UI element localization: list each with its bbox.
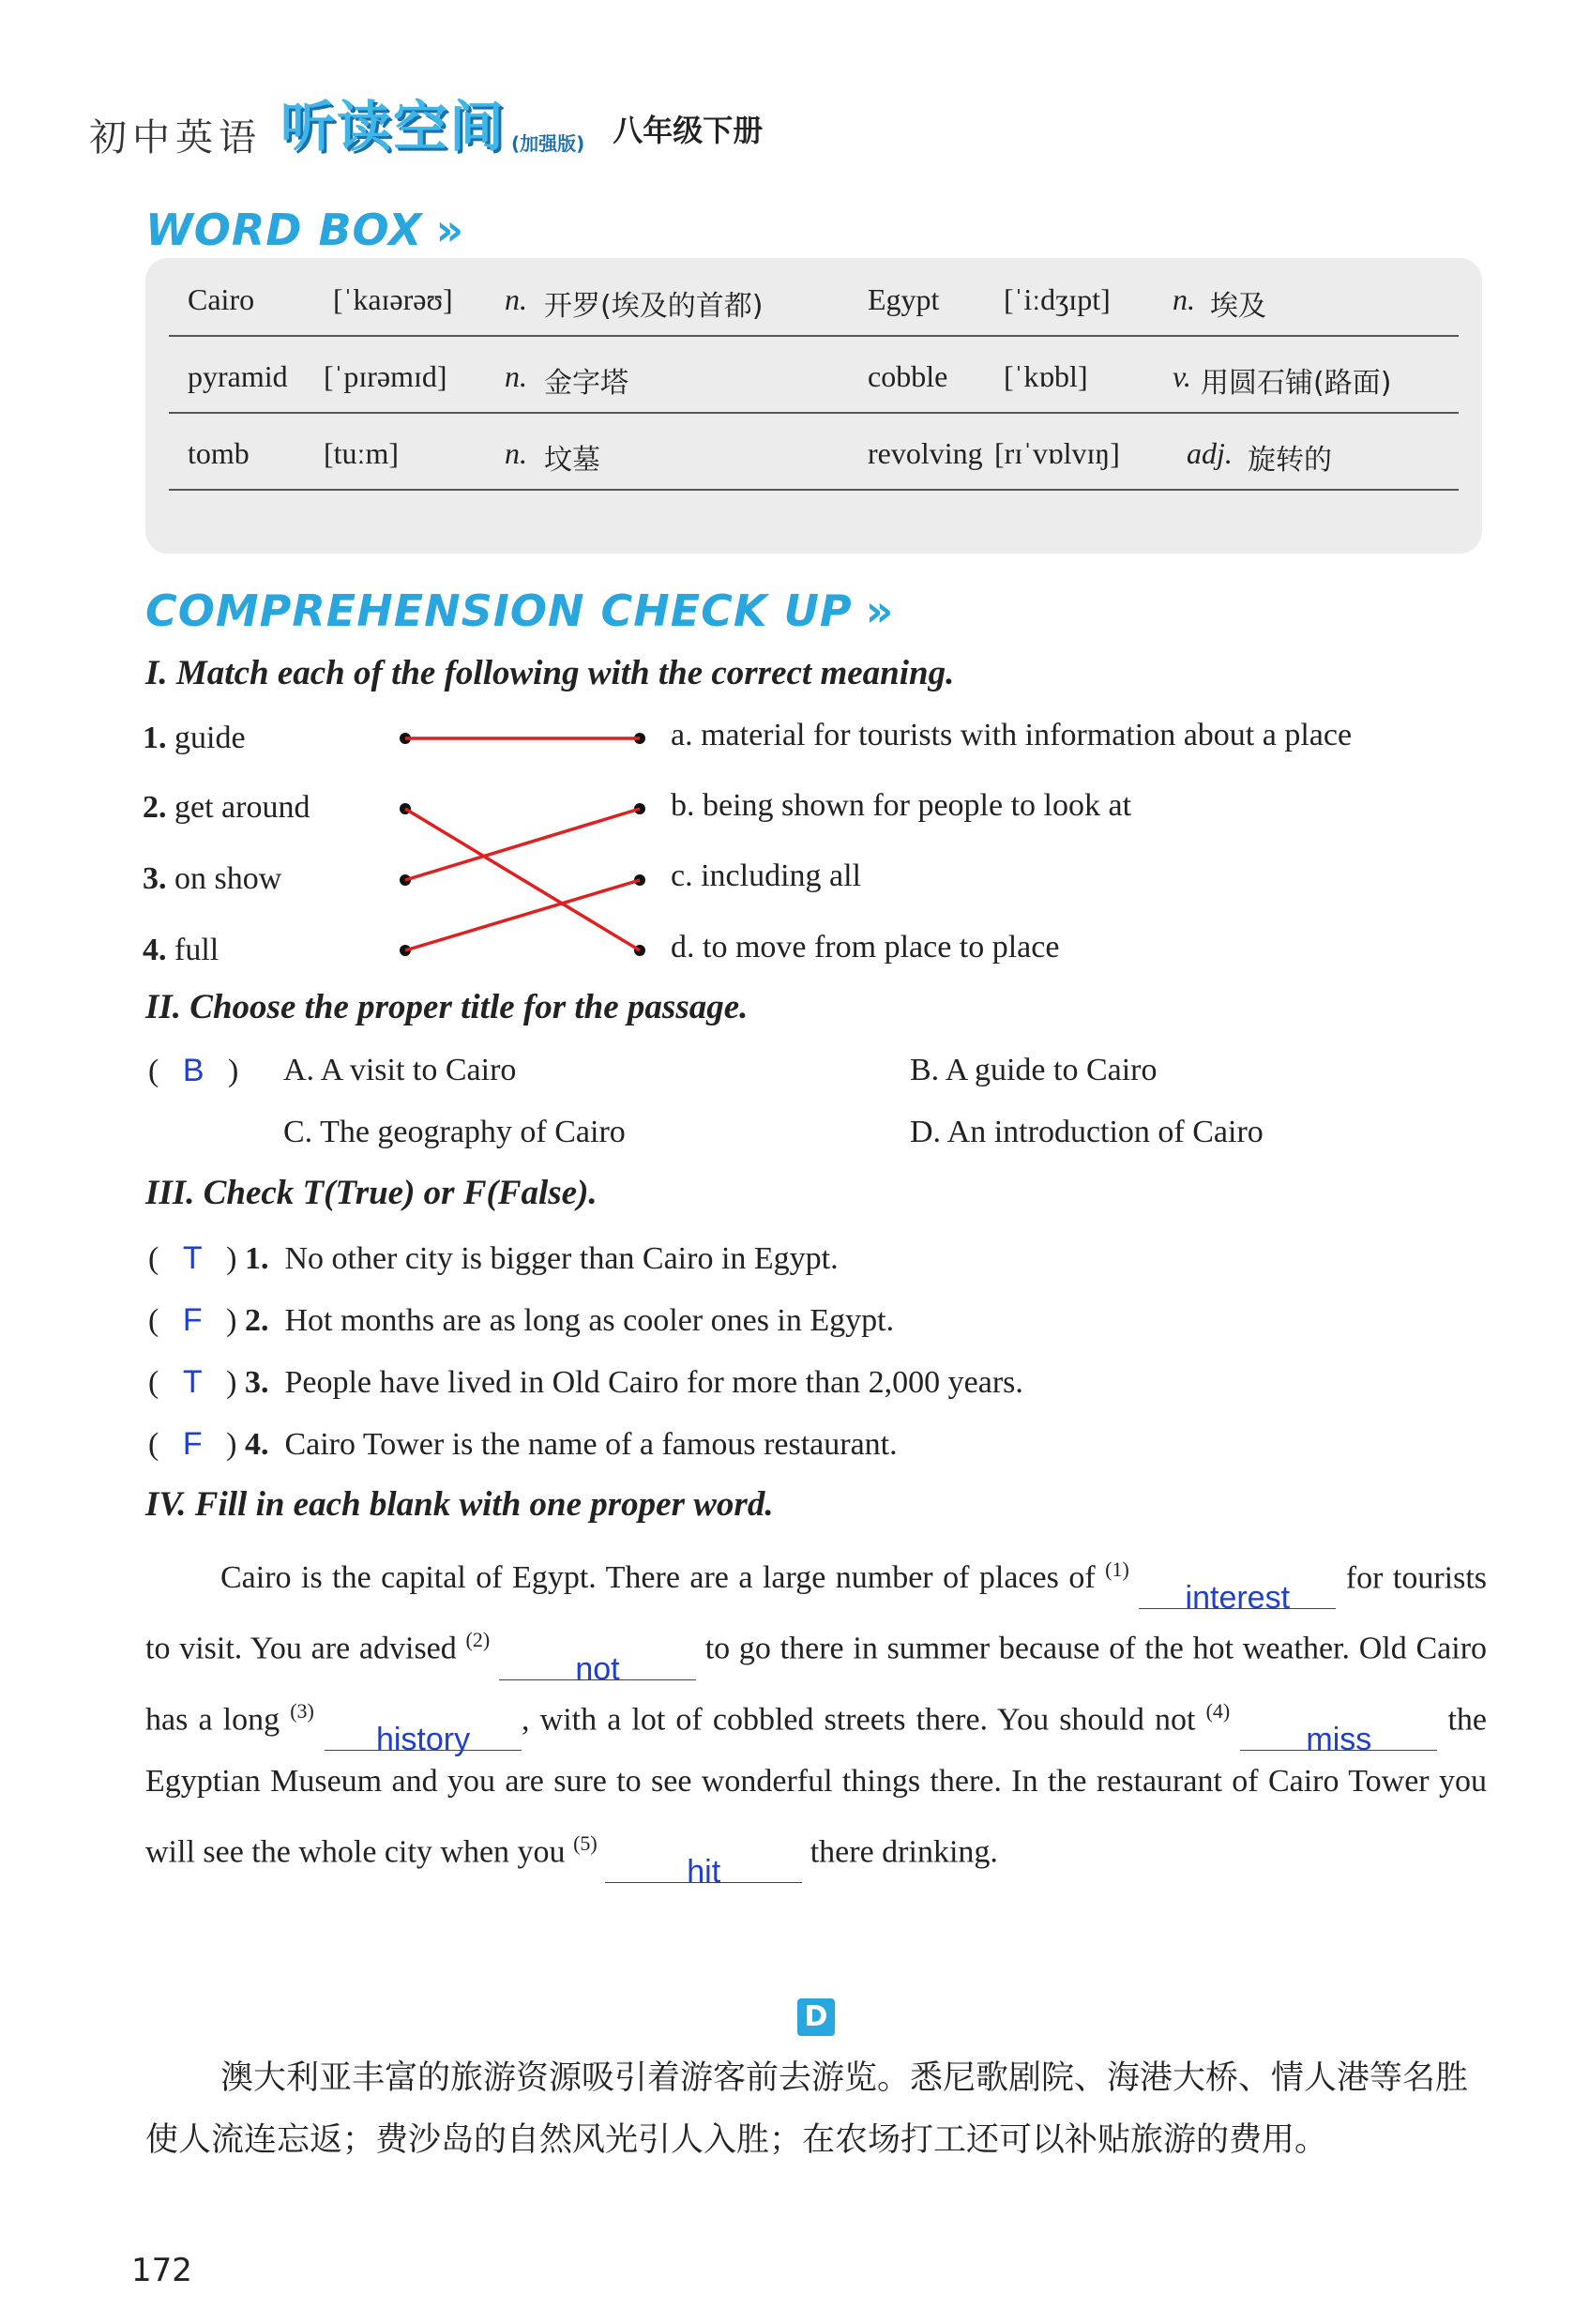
- double-chevron-icon: »: [435, 205, 465, 255]
- word-row: [169, 258, 1459, 337]
- part-of-speech: n.: [1173, 282, 1195, 316]
- passage-text: Cairo is the capital of Egypt. There are a large number of places of: [220, 1560, 1096, 1596]
- page-header: [89, 86, 763, 161]
- match-line-3-b: [405, 809, 640, 880]
- phonetic: [ˈkaɪərəʊ]: [333, 282, 453, 316]
- chinese-meaning: 埃及: [1210, 290, 1266, 323]
- item-text: full: [174, 933, 219, 967]
- comprehension-title-text: COMPREHENSION CHECK UP: [145, 585, 853, 636]
- passage-text: the Egyptian Museum and you are sure to see wonderful things there. In the restaurant of Cairo Tower you will see the whole city when you: [145, 1701, 1488, 1870]
- item-number: 1.: [143, 721, 167, 755]
- phonetic: [ˈiːdʒɪpt]: [1004, 282, 1111, 316]
- tf-item: ( T ) 3. People have lived in Old Cairo for more than 2,000 years.: [148, 1364, 1023, 1400]
- match-left-item: [143, 721, 246, 756]
- word-box-title-text: WORD BOX: [145, 205, 423, 255]
- part-of-speech: n.: [505, 436, 527, 470]
- match-right-item: a. material for tourists with information about a place: [671, 718, 1353, 752]
- blank-answer: interest: [1185, 1580, 1291, 1617]
- word: cobble: [868, 359, 948, 393]
- blank-number: (3): [290, 1698, 314, 1723]
- edition-tag: (加强版): [511, 132, 585, 155]
- chinese-meaning: 用圆石铺(路面): [1201, 367, 1392, 400]
- phonetic: [ˈpɪrəmɪd]: [324, 359, 447, 393]
- passage-text: to go there in summer because of the hot weather. Old Cairo has a long: [145, 1631, 1488, 1737]
- blank-1: [1139, 1567, 1336, 1617]
- match-left-item: [143, 933, 219, 968]
- word: Cairo: [188, 282, 255, 316]
- blank-answer: not: [575, 1650, 620, 1687]
- tf-answer: F: [182, 1302, 203, 1338]
- tf-item: ( F ) 2. Hot months are as long as cooler ones in Egypt.: [148, 1302, 895, 1338]
- blank-number: (4): [1205, 1698, 1231, 1723]
- item-number: 3.: [143, 861, 167, 896]
- item-number: 2.: [244, 1303, 269, 1338]
- option-b: B. A guide to Cairo: [910, 1053, 1158, 1087]
- blank-5: [605, 1841, 802, 1891]
- match-line-2-d: [405, 809, 640, 950]
- word: tomb: [188, 436, 250, 470]
- item-number: 2.: [143, 790, 167, 825]
- series-logo: 听读空间: [280, 95, 507, 159]
- part-of-speech: adj.: [1187, 436, 1233, 470]
- item-text: guide: [174, 721, 246, 755]
- match-right-item: c. including all: [671, 858, 862, 893]
- word-row: [169, 335, 1459, 414]
- word: revolving: [868, 436, 983, 470]
- statement-text: Hot months are as long as cooler ones in Egypt.: [284, 1303, 895, 1338]
- blank-number: (1): [1105, 1557, 1129, 1581]
- phonetic: [ˈkɒbl]: [1004, 359, 1088, 393]
- chinese-meaning: 金字塔: [544, 367, 628, 400]
- tf-item: ( F ) 4. Cairo Tower is the name of a famous restaurant.: [148, 1426, 898, 1462]
- item-number: 4.: [244, 1427, 269, 1462]
- statement-text: Cairo Tower is the name of a famous restaurant.: [284, 1427, 898, 1462]
- passage-text: for tourists to visit. You are advised: [145, 1560, 1488, 1666]
- tf-answer: T: [182, 1364, 203, 1400]
- blank-answer: history: [375, 1721, 471, 1757]
- tf-answer: F: [182, 1426, 203, 1462]
- match-right-item: d. to move from place to place: [671, 930, 1060, 965]
- part-2-answer: B: [182, 1053, 204, 1088]
- blank-number: (2): [465, 1628, 491, 1652]
- tf-item: ( T ) 1. No other city is bigger than Cairo in Egypt.: [148, 1240, 839, 1276]
- passage-text: , with a lot of cobbled streets there. You should not: [522, 1701, 1196, 1737]
- match-left-item: [143, 790, 310, 826]
- part-2-heading: II. Choose the proper title for the passage.: [145, 988, 749, 1026]
- blank-answer: hit: [687, 1854, 721, 1891]
- grade-label: 八年级下册: [613, 113, 764, 148]
- item-text: get around: [174, 790, 310, 825]
- option-d: D. An introduction of Cairo: [910, 1115, 1264, 1149]
- part-of-speech: v.: [1173, 359, 1191, 393]
- part-2-answer-bracket: ( B ): [148, 1053, 239, 1088]
- part-4-heading: IV. Fill in each blank with one proper word.: [145, 1485, 774, 1524]
- option-c: C. The geography of Cairo: [283, 1115, 626, 1149]
- comprehension-title: [145, 585, 894, 636]
- blank-answer: miss: [1306, 1721, 1372, 1757]
- part-of-speech: n.: [505, 282, 527, 316]
- word-box-title: [145, 205, 464, 255]
- match-line-4-c: [405, 880, 640, 950]
- part-3-heading: III. Check T(True) or F(False).: [145, 1174, 598, 1212]
- match-left-item: [143, 861, 281, 897]
- word-row: [169, 412, 1459, 491]
- item-text: on show: [174, 861, 282, 896]
- blank-2: [499, 1638, 696, 1687]
- series-name: 初中英语: [89, 116, 262, 159]
- chinese-meaning: 开罗(埃及的首都): [544, 290, 764, 323]
- option-a: A. A visit to Cairo: [283, 1053, 517, 1087]
- chinese-meaning: 旋转的: [1248, 444, 1332, 477]
- word: pyramid: [188, 359, 288, 393]
- item-number: 3.: [244, 1365, 269, 1400]
- word: Egypt: [868, 282, 940, 316]
- match-right-item: b. being shown for people to look at: [671, 788, 1132, 823]
- page-number: 172: [131, 2252, 192, 2289]
- section-d-intro: 澳大利亚丰富的旅游资源吸引着游客前去游览。悉尼歌剧院、海港大桥、情人港等名胜使人流连忘返；费沙岛的自然风光引人入胜；在农场打工还可以补贴旅游的费用。: [145, 2059, 1469, 2159]
- double-chevron-icon: »: [865, 585, 895, 636]
- passage-text: there drinking.: [810, 1834, 998, 1870]
- chinese-meaning: 坟墓: [544, 444, 600, 477]
- phonetic: [rɪˈvɒlvɪŋ]: [994, 436, 1120, 470]
- blank-number: (5): [573, 1830, 598, 1855]
- blank-4: [1240, 1709, 1437, 1757]
- matching-lines: [394, 722, 657, 966]
- phonetic: [tuːm]: [324, 436, 399, 470]
- statement-text: No other city is bigger than Cairo in Egypt.: [284, 1241, 839, 1276]
- part-of-speech: n.: [505, 359, 527, 393]
- part-1-heading: I. Match each of the following with the correct meaning.: [145, 654, 955, 692]
- blank-3: [325, 1709, 522, 1757]
- statement-text: People have lived in Old Cairo for more than 2,000 years.: [284, 1365, 1023, 1400]
- section-d-badge: D: [797, 1998, 835, 2036]
- tf-answer: T: [182, 1240, 203, 1276]
- item-number: 4.: [143, 933, 167, 967]
- item-number: 1.: [244, 1241, 269, 1276]
- word-box: [145, 258, 1482, 554]
- fill-blank-passage: [145, 1539, 1488, 1891]
